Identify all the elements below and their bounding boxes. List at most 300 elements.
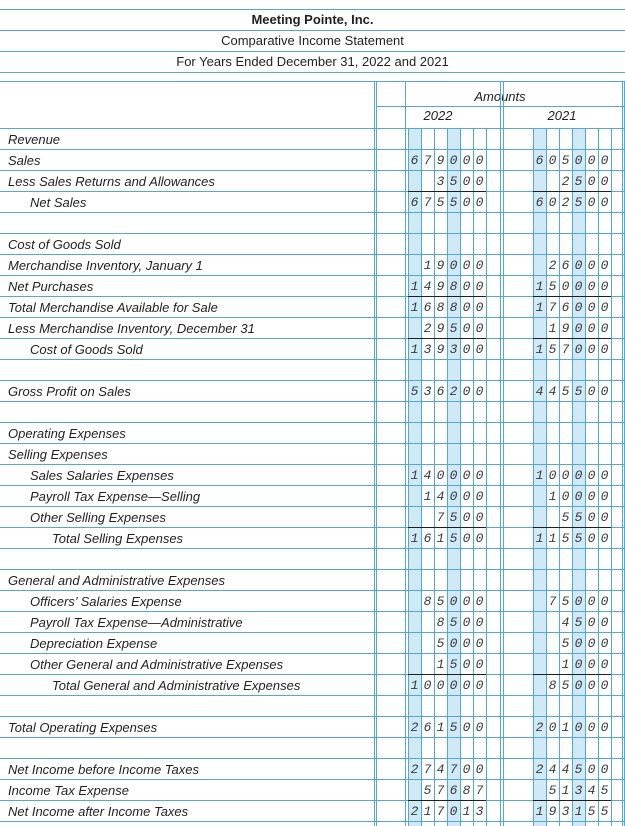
statement-row <box>0 780 625 801</box>
amount-2021 <box>533 717 611 738</box>
amount-digit: 2 <box>535 762 544 777</box>
amount-digit: 4 <box>548 384 557 399</box>
amount-digit: 0 <box>600 258 609 273</box>
amount-2022 <box>408 171 486 192</box>
amount-2021 <box>533 381 611 402</box>
amount-digit: 0 <box>561 468 570 483</box>
amount-digit: 1 <box>561 657 570 672</box>
amount-digit: 0 <box>600 762 609 777</box>
amount-digit: 0 <box>462 720 471 735</box>
amount-digit: 6 <box>535 153 544 168</box>
amount-digit: 7 <box>423 153 432 168</box>
amount-2022 <box>408 486 486 507</box>
statement-row <box>0 717 625 738</box>
amount-digit: 0 <box>462 489 471 504</box>
amount-digit: 5 <box>600 804 609 819</box>
amount-digit: 7 <box>436 804 445 819</box>
amount-digit: 0 <box>475 174 484 189</box>
amount-digit: 0 <box>587 279 596 294</box>
row-label: Depreciation Expense <box>30 636 158 651</box>
statement-row <box>0 402 625 423</box>
amount-2022 <box>408 423 486 444</box>
amount-digit: 0 <box>587 720 596 735</box>
amount-digit: 7 <box>548 300 557 315</box>
row-label: Other Selling Expenses <box>30 510 166 525</box>
statement-row <box>0 297 625 318</box>
amount-2021 <box>533 612 611 633</box>
amount-digit: 0 <box>574 300 583 315</box>
amount-digit: 3 <box>423 384 432 399</box>
statement-row <box>0 150 625 171</box>
amount-digit: 1 <box>574 804 583 819</box>
amount-digit: 4 <box>535 384 544 399</box>
amount-digit: 0 <box>587 615 596 630</box>
amount-digit: 9 <box>436 258 445 273</box>
amount-digit: 1 <box>548 321 557 336</box>
amount-2021 <box>533 192 611 213</box>
amount-digit: 0 <box>561 489 570 504</box>
amount-digit: 1 <box>410 342 419 357</box>
amount-digit: 2 <box>423 321 432 336</box>
amount-digit: 5 <box>574 195 583 210</box>
amount-digit: 0 <box>587 657 596 672</box>
amount-digit: 0 <box>574 657 583 672</box>
amount-2022 <box>408 738 486 759</box>
statement-row <box>0 570 625 591</box>
amount-2021 <box>533 129 611 150</box>
year-2021-heading: 2021 <box>547 108 577 123</box>
amount-digit: 0 <box>462 636 471 651</box>
amount-2022 <box>408 318 486 339</box>
amount-digit: 0 <box>587 195 596 210</box>
amount-digit: 9 <box>561 321 570 336</box>
amount-digit: 0 <box>449 636 458 651</box>
amount-digit: 4 <box>436 489 445 504</box>
amount-2022 <box>408 339 486 360</box>
amount-digit: 1 <box>561 783 570 798</box>
amount-digit: 0 <box>462 384 471 399</box>
amount-digit: 1 <box>410 678 419 693</box>
company-name: Meeting Pointe, Inc. <box>251 12 374 27</box>
row-label: Sales Salaries Expenses <box>30 468 174 483</box>
statement-row <box>0 738 625 759</box>
amount-digit: 5 <box>587 804 596 819</box>
amount-digit: 0 <box>423 678 432 693</box>
statement-row <box>0 612 625 633</box>
amount-digit: 1 <box>436 531 445 546</box>
amount-digit: 4 <box>436 762 445 777</box>
amount-digit: 0 <box>436 678 445 693</box>
amount-digit: 0 <box>475 678 484 693</box>
amount-digit: 0 <box>462 321 471 336</box>
amount-digit: 0 <box>574 636 583 651</box>
amount-digit: 0 <box>600 615 609 630</box>
row-label: Payroll Tax Expense—Administrative <box>30 615 243 630</box>
amount-digit: 0 <box>574 468 583 483</box>
amount-2021 <box>533 339 611 360</box>
amount-digit: 0 <box>462 174 471 189</box>
amount-digit: 8 <box>436 615 445 630</box>
amount-2021 <box>533 486 611 507</box>
amount-2021 <box>533 444 611 465</box>
amount-2022 <box>408 591 486 612</box>
amount-digit: 0 <box>548 153 557 168</box>
amount-digit: 4 <box>561 615 570 630</box>
amount-digit: 0 <box>574 279 583 294</box>
amount-digit: 0 <box>462 300 471 315</box>
amount-2021 <box>533 633 611 654</box>
amount-digit: 0 <box>548 195 557 210</box>
amount-digit: 5 <box>449 615 458 630</box>
grid-line <box>0 9 625 10</box>
amount-digit: 4 <box>548 762 557 777</box>
amount-digit: 5 <box>574 531 583 546</box>
amount-2021 <box>533 402 611 423</box>
amount-digit: 5 <box>561 384 570 399</box>
amount-digit: 0 <box>462 678 471 693</box>
amount-digit: 3 <box>475 804 484 819</box>
row-label: Total Merchandise Available for Sale <box>8 300 218 315</box>
amount-digit: 9 <box>436 321 445 336</box>
amount-digit: 6 <box>436 384 445 399</box>
amount-digit: 2 <box>535 720 544 735</box>
statement-row <box>0 591 625 612</box>
statement-row <box>0 654 625 675</box>
amount-digit: 9 <box>436 153 445 168</box>
amount-digit: 0 <box>587 174 596 189</box>
row-label: Officers’ Salaries Expense <box>30 594 182 609</box>
amount-digit: 0 <box>587 342 596 357</box>
amount-digit: 0 <box>475 321 484 336</box>
amount-digit: 0 <box>600 153 609 168</box>
amount-digit: 0 <box>600 174 609 189</box>
statement-row <box>0 213 625 234</box>
amount-digit: 0 <box>574 258 583 273</box>
amount-digit: 0 <box>600 195 609 210</box>
amount-2022 <box>408 507 486 528</box>
amount-digit: 1 <box>436 720 445 735</box>
statement-row <box>0 696 625 717</box>
statement-row <box>0 486 625 507</box>
amount-digit: 2 <box>548 258 557 273</box>
amount-digit: 4 <box>423 468 432 483</box>
amount-digit: 5 <box>449 510 458 525</box>
amount-digit: 0 <box>587 384 596 399</box>
amount-digit: 1 <box>423 804 432 819</box>
amount-digit: 1 <box>436 657 445 672</box>
amount-digit: 0 <box>475 258 484 273</box>
amount-digit: 1 <box>410 279 419 294</box>
amount-digit: 8 <box>548 678 557 693</box>
amount-digit: 5 <box>600 783 609 798</box>
amount-digit: 0 <box>587 300 596 315</box>
amount-digit: 0 <box>587 678 596 693</box>
amount-2022 <box>408 444 486 465</box>
amount-2022 <box>408 654 486 675</box>
amount-2022 <box>408 402 486 423</box>
amount-digit: 0 <box>475 489 484 504</box>
amount-digit: 5 <box>449 720 458 735</box>
amount-2021 <box>533 297 611 318</box>
amount-2021 <box>533 423 611 444</box>
statement-row <box>0 528 625 549</box>
amount-digit: 7 <box>423 762 432 777</box>
amount-digit: 0 <box>475 720 484 735</box>
amount-2021 <box>533 276 611 297</box>
amount-digit: 3 <box>561 804 570 819</box>
statement-row <box>0 318 625 339</box>
amount-digit: 5 <box>449 321 458 336</box>
statement-period: For Years Ended December 31, 2022 and 2021 <box>176 54 449 69</box>
amount-digit: 0 <box>449 468 458 483</box>
amount-digit: 6 <box>423 300 432 315</box>
statement-title: Comparative Income Statement <box>221 33 404 48</box>
amount-2021 <box>533 591 611 612</box>
amount-digit: 5 <box>574 174 583 189</box>
amount-digit: 0 <box>587 531 596 546</box>
amount-digit: 0 <box>600 636 609 651</box>
amount-2021 <box>533 213 611 234</box>
row-label: General and Administrative Expenses <box>8 573 226 588</box>
amount-2021 <box>533 360 611 381</box>
amount-2021 <box>533 255 611 276</box>
amount-digit: 0 <box>462 153 471 168</box>
amount-digit: 0 <box>449 678 458 693</box>
amount-digit: 0 <box>475 510 484 525</box>
amount-digit: 9 <box>436 279 445 294</box>
amount-digit: 6 <box>561 300 570 315</box>
amount-digit: 6 <box>423 531 432 546</box>
amount-digit: 0 <box>574 489 583 504</box>
row-label: Total General and Administrative Expenses <box>52 678 301 693</box>
amount-digit: 5 <box>561 531 570 546</box>
row-label: Income Tax Expense <box>8 783 129 798</box>
amount-digit: 0 <box>475 762 484 777</box>
amount-digit: 1 <box>410 468 419 483</box>
row-label: Cost of Goods Sold <box>8 237 121 252</box>
statement-row <box>0 255 625 276</box>
amount-2021 <box>533 738 611 759</box>
amount-2021 <box>533 570 611 591</box>
amount-digit: 0 <box>587 510 596 525</box>
amount-digit: 5 <box>561 153 570 168</box>
amount-digit: 0 <box>462 258 471 273</box>
amount-digit: 6 <box>410 195 419 210</box>
amount-2021 <box>533 759 611 780</box>
amount-digit: 0 <box>449 489 458 504</box>
amount-digit: 5 <box>561 678 570 693</box>
amount-digit: 0 <box>587 636 596 651</box>
amount-2021 <box>533 549 611 570</box>
amount-digit: 1 <box>423 489 432 504</box>
amount-digit: 0 <box>475 531 484 546</box>
row-label: Less Sales Returns and Allowances <box>8 174 215 189</box>
statement-row <box>0 507 625 528</box>
row-label: Net Purchases <box>8 279 94 294</box>
amount-2021 <box>533 801 611 822</box>
amount-digit: 0 <box>436 468 445 483</box>
amount-digit: 2 <box>410 720 419 735</box>
amount-digit: 0 <box>587 258 596 273</box>
amount-digit: 1 <box>535 300 544 315</box>
amount-digit: 5 <box>561 510 570 525</box>
amount-digit: 9 <box>548 804 557 819</box>
amount-digit: 9 <box>436 342 445 357</box>
amount-digit: 0 <box>462 468 471 483</box>
amount-2021 <box>533 528 611 549</box>
row-label: Selling Expenses <box>8 447 108 462</box>
amount-2022 <box>408 465 486 486</box>
amount-digit: 0 <box>449 804 458 819</box>
amount-digit: 8 <box>449 279 458 294</box>
row-label: Cost of Goods Sold <box>30 342 143 357</box>
amount-2022 <box>408 549 486 570</box>
amount-digit: 1 <box>535 279 544 294</box>
amount-digit: 0 <box>548 468 557 483</box>
amount-digit: 0 <box>475 384 484 399</box>
amount-digit: 7 <box>436 510 445 525</box>
statement-row <box>0 423 625 444</box>
amount-2022 <box>408 612 486 633</box>
amount-digit: 0 <box>462 615 471 630</box>
amount-digit: 1 <box>410 531 419 546</box>
amount-2022 <box>408 276 486 297</box>
amount-digit: 0 <box>600 468 609 483</box>
amount-digit: 0 <box>475 594 484 609</box>
amount-2022 <box>408 633 486 654</box>
statement-row <box>0 360 625 381</box>
amount-2021 <box>533 780 611 801</box>
amount-digit: 0 <box>548 720 557 735</box>
amount-digit: 0 <box>587 468 596 483</box>
amount-digit: 5 <box>548 279 557 294</box>
row-label: Merchandise Inventory, January 1 <box>8 258 203 273</box>
amount-digit: 6 <box>410 153 419 168</box>
year-2022-heading: 2022 <box>423 108 453 123</box>
amount-2021 <box>533 507 611 528</box>
amount-digit: 0 <box>449 258 458 273</box>
amount-digit: 0 <box>574 594 583 609</box>
amount-digit: 5 <box>449 657 458 672</box>
amount-digit: 2 <box>410 804 419 819</box>
amount-digit: 1 <box>535 468 544 483</box>
amount-digit: 2 <box>561 195 570 210</box>
amount-digit: 7 <box>436 783 445 798</box>
statement-row <box>0 675 625 696</box>
amount-digit: 1 <box>535 804 544 819</box>
amount-digit: 0 <box>475 195 484 210</box>
grid-line <box>0 81 625 82</box>
amount-digit: 0 <box>587 489 596 504</box>
row-label: Revenue <box>8 132 61 147</box>
amount-digit: 0 <box>600 720 609 735</box>
statement-row <box>0 633 625 654</box>
amount-digit: 2 <box>449 384 458 399</box>
amount-digit: 0 <box>600 489 609 504</box>
amount-digit: 0 <box>462 531 471 546</box>
amount-digit: 5 <box>574 762 583 777</box>
amount-digit: 5 <box>423 783 432 798</box>
amount-digit: 0 <box>600 531 609 546</box>
amount-digit: 0 <box>574 678 583 693</box>
amount-2022 <box>408 570 486 591</box>
amount-digit: 0 <box>462 510 471 525</box>
amount-digit: 1 <box>462 804 471 819</box>
statement-row <box>0 276 625 297</box>
row-label: Operating Expenses <box>8 426 126 441</box>
amount-2022 <box>408 759 486 780</box>
amount-digit: 5 <box>436 594 445 609</box>
amount-digit: 0 <box>574 321 583 336</box>
amount-digit: 1 <box>535 342 544 357</box>
amount-digit: 0 <box>462 279 471 294</box>
amount-digit: 5 <box>574 384 583 399</box>
statement-row <box>0 192 625 213</box>
amount-digit: 0 <box>475 615 484 630</box>
row-label: Other General and Administrative Expenses <box>30 657 284 672</box>
amount-digit: 3 <box>423 342 432 357</box>
amount-digit: 0 <box>449 153 458 168</box>
row-label: Sales <box>8 153 41 168</box>
amount-digit: 1 <box>410 300 419 315</box>
amount-digit: 7 <box>475 783 484 798</box>
amount-digit: 0 <box>475 468 484 483</box>
amount-2021 <box>533 150 611 171</box>
amount-2022 <box>408 801 486 822</box>
amount-2022 <box>408 192 486 213</box>
amount-2022 <box>408 297 486 318</box>
amount-digit: 0 <box>561 279 570 294</box>
amount-2022 <box>408 528 486 549</box>
statement-row <box>0 339 625 360</box>
amount-2022 <box>408 381 486 402</box>
amount-digit: 8 <box>462 783 471 798</box>
amount-digit: 0 <box>574 153 583 168</box>
amount-digit: 0 <box>600 279 609 294</box>
amount-digit: 0 <box>600 300 609 315</box>
amount-digit: 0 <box>475 153 484 168</box>
amount-digit: 0 <box>574 342 583 357</box>
amount-digit: 0 <box>587 594 596 609</box>
amount-digit: 4 <box>587 783 596 798</box>
amount-digit: 5 <box>574 615 583 630</box>
amount-digit: 0 <box>587 762 596 777</box>
statement-row <box>0 444 625 465</box>
amount-digit: 6 <box>449 783 458 798</box>
amount-digit: 7 <box>548 594 557 609</box>
row-label: Net Income after Income Taxes <box>8 804 189 819</box>
amount-digit: 2 <box>561 174 570 189</box>
amount-digit: 0 <box>600 342 609 357</box>
amount-2022 <box>408 255 486 276</box>
amount-digit: 0 <box>600 657 609 672</box>
amount-digit: 5 <box>561 594 570 609</box>
statement-row <box>0 381 625 402</box>
amount-digit: 1 <box>535 531 544 546</box>
amount-digit: 8 <box>449 300 458 315</box>
amount-digit: 1 <box>548 531 557 546</box>
amount-digit: 5 <box>449 531 458 546</box>
amount-2022 <box>408 129 486 150</box>
amount-digit: 1 <box>561 720 570 735</box>
amount-2022 <box>408 234 486 255</box>
amount-2022 <box>408 213 486 234</box>
statement-row <box>0 171 625 192</box>
grid-line <box>0 72 625 73</box>
amount-digit: 6 <box>535 195 544 210</box>
amount-digit: 7 <box>449 762 458 777</box>
amount-digit: 5 <box>561 636 570 651</box>
